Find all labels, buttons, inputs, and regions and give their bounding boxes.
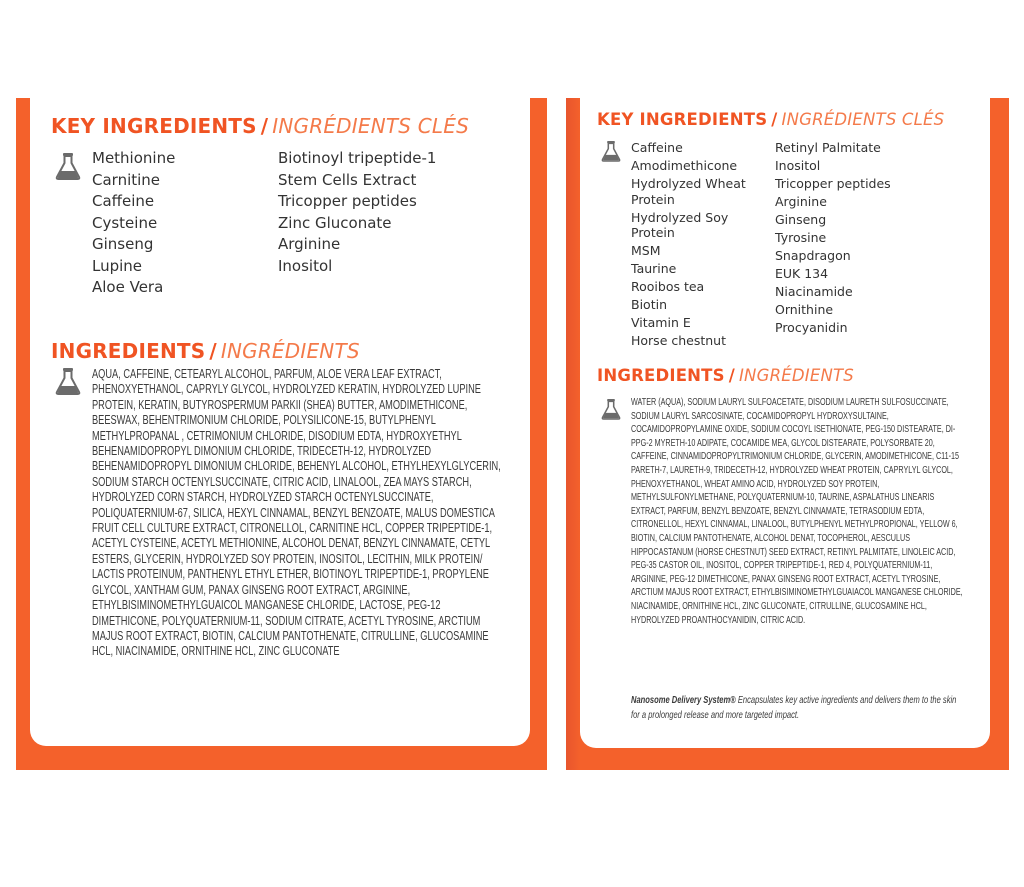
key-ingredient: Methionine bbox=[92, 149, 176, 167]
key-ingredient: Lupine bbox=[92, 256, 143, 275]
heading-slash: / bbox=[260, 114, 269, 138]
key-ingredient: Taurine bbox=[631, 261, 677, 276]
heading-slash: / bbox=[728, 366, 735, 385]
key-ingredient: Stem Cells Extract bbox=[278, 170, 417, 189]
key-ingredient: Arginine bbox=[775, 194, 827, 209]
key-ingredient: Zinc Gluconate bbox=[278, 213, 392, 232]
key-ingredient: Inositol bbox=[278, 256, 333, 275]
ingredients-heading bbox=[51, 339, 360, 363]
key-ingredients-heading bbox=[51, 114, 469, 138]
key-ingredient: Hydrolyzed Soy Protein bbox=[631, 209, 729, 240]
key-ingredient: Horse chestnut bbox=[631, 333, 727, 348]
heading-slash: / bbox=[209, 339, 217, 363]
key-ingredient: Ornithine bbox=[775, 302, 834, 317]
key-ingredient: EUK 134 bbox=[775, 266, 829, 281]
key-ingredients-column-2 bbox=[278, 148, 436, 277]
key-ingredient: Caffeine bbox=[631, 140, 683, 155]
label-right bbox=[566, 98, 1009, 770]
heading-english: INGREDIENTS bbox=[51, 339, 206, 363]
key-ingredient: Tricopper peptides bbox=[278, 192, 417, 210]
key-ingredient: MSM bbox=[631, 243, 661, 258]
key-ingredient: Hydrolyzed Wheat Protein bbox=[631, 176, 746, 207]
heading-english: KEY INGREDIENTS bbox=[51, 114, 257, 138]
key-ingredient: Arginine bbox=[278, 235, 341, 253]
heading-french: INGRÉDIENTS bbox=[220, 339, 360, 363]
heading-slash: / bbox=[771, 110, 778, 129]
key-ingredients-heading bbox=[597, 110, 944, 129]
key-ingredient: Ginseng bbox=[92, 235, 154, 253]
key-ingredient: Amodimethicone bbox=[631, 158, 738, 173]
key-ingredients-column-1 bbox=[631, 140, 757, 351]
ingredients-list: WATER (AQUA), SODIUM LAURYL SULFOACETATE, DISODIUM LAURETH SULFOSUCCINATE, SODIUM LAURYL SARCOSINATE, COCAMIDOPROPYL HYDROXYSULTAINE, COCAMIDOPROPYLAMINE OXIDE, SODIUM COCOYL ISETHIONATE, PEG-150 DISTEARATE, DI-PPG-2 MYRETH-10 ADIPATE, COCAMIDE MEA, GLYCOL DISTEARATE, POLYSORBATE 20, CAFFEINE, CINNAMIDOPROPYLTRIMONIUM CHLORIDE, GLYCERIN, AMODIMETHICONE, C11-15 PARETH-7, LAURETH-9, TRIDECETH-12, HYDROLYZED WHEAT PROTEIN, CAPRYLYL GLYCOL, PHENOXYETHANOL, WHEAT AMINO ACID, HYDROLYZED SOY PROTEIN, METHYLSULFONYLMETHANE, POLYQUATERNIUM-10, TAURINE, ASPALATHUS LINEARIS EXTRACT, PARFUM, BENZYL BENZOATE, BENZYL CINNAMATE, TETRASODIUM EDTA, CITRONELLOL, HEXYL CINNAMAL, LINALOOL, BUTYLPHENYL METHYLPROPIONAL, YELLOW 6, BIOTIN, CALCIUM PANTOTHENATE, ALCOHOL DENAT, TOCOPHEROL, AESCULUS HIPPOCASTANUM (HORSE CHESTNUT) SEED EXTRACT, RETINYL PALMITATE, LINOLEIC ACID, PEG-35 CASTOR OIL, INOSITOL, COPPER TRIPEPTIDE-1, RED 4, POLYQUATERNIUM-11, ARGININE, PEG-12 DIMETHICONE, PANAX GINSENG ROOT EXTRACT, ACETYL TYROSINE, ARCTIUM MAJUS ROOT EXTRACT, ETHYLBISIMINOMETHYLGUAIACOL MANGANESE CHLORIDE, NIACINAMIDE, ORNITHINE HCL, ZINC GLUCONATE, CITRULLINE, GLUCOSAMINE HCL, HYDROLYZED PROANTHOCYANIDIN, CITRIC ACID. bbox=[631, 397, 963, 626]
key-ingredient: Tricopper peptides bbox=[775, 176, 891, 191]
heading-french: INGRÉDIENTS bbox=[738, 366, 854, 385]
key-ingredient: Snapdragon bbox=[775, 248, 851, 263]
key-ingredient: Carnitine bbox=[92, 170, 161, 189]
heading-french: INGRÉDIENTS CLÉS bbox=[272, 114, 469, 138]
label-right-panel bbox=[580, 98, 990, 748]
ingredients-list: AQUA, CAFFEINE, CETEARYL ALCOHOL, PARFUM, ALOE VERA LEAF EXTRACT, PHENOXYETHANOL, CAPRYLY GLYCOL, HYDROLYZED KERATIN, HYDROLYZED LUPINE PROTEIN, KERATIN, BUTYROSPERMUM PARKII (SHEA) BUTTER, AMODIMETHICONE, BEESWAX, BEHENTRIMONIUM CHLORIDE, POLYSILICONE-15, BUTYLPHENYL METHYLPROPANAL , CETRIMONIUM CHLORIDE, DISODIUM EDTA, HYDROXYETHYL BEHENAMIDOPROPYL DIMONIUM CHLORIDE, TRIDECETH-12, HYDROLYZED BEHENAMIDOPROPYL DIMONIUM CHLORIDE, BEHENYL ALCOHOL, ETHYLHEXYLGLYCERIN, SODIUM STARCH OCTENYLSUCCINATE, CITRIC ACID, LINALOOL, ZEA MAYS STARCH, HYDROLYZED CORN STARCH, HYDROLYZED STARCH OCTENYLSUCCINATE, POLIQUATERNIUM-67, SILICA, HEXYL CINNAMAL, BENZYL BENZOATE, MALUS DOMESTICA FRUIT CELL CULTURE EXTRACT, CITRONELLOL, CARNITINE HCL, COPPER TRIPEPTIDE-1, ACETYL CYSTEINE, ACETYL METHIONINE, ALCOHOL DENAT, BENZYL CINNAMATE, CETYL ESTERS, GLYCERIN, HYDROLYZED SOY PROTEIN, INOSITOL, LECITHIN, MILK PROTEIN/ LACTIS PROTEINUM, PANTHENYL ETHYL ETHER, BIOTINOYL TRIPEPTIDE-1, PROPYLENE GLYCOL, XANTHAM GUM, PANAX GINSENG ROOT EXTRACT, ARGININE, ETHYLBISIMINOMETHYLGUAICOL MANGANESE CHLORIDE, LACTOSE, PEG-12 DIMETHICONE, POLYQUATERNIUM-11, SODIUM CITRATE, ACETYL TYROSINE, ARCTIUM MAJUS ROOT EXTRACT, BIOTIN, CALCIUM PANTOTHENATE, CITRULLINE, GLUCOSAMINE HCL, NIACINAMIDE, ORNITHINE HCL, ZINC GLUCONATE bbox=[92, 367, 501, 659]
flask-icon bbox=[601, 398, 621, 420]
heading-english: INGREDIENTS bbox=[597, 366, 725, 385]
nanosome-note bbox=[631, 693, 962, 723]
heading-english: KEY INGREDIENTS bbox=[597, 110, 768, 129]
ingredients-heading bbox=[597, 366, 854, 385]
flask-icon bbox=[55, 367, 81, 395]
key-ingredient: Biotin bbox=[631, 297, 667, 312]
key-ingredients-column-1 bbox=[92, 148, 175, 299]
key-ingredient: Niacinamide bbox=[775, 284, 853, 299]
key-ingredient: Aloe Vera bbox=[92, 278, 164, 296]
key-ingredient: Inositol bbox=[775, 158, 821, 173]
nanosome-body: Encapsulates key active ingredients and delivers them to the skin for a prolonged release and more targeted impact. bbox=[631, 694, 957, 721]
nanosome-title: Nanosome Delivery System® bbox=[631, 694, 736, 706]
key-ingredient: Biotinoyl tripeptide-1 bbox=[278, 149, 437, 167]
heading-french: INGRÉDIENTS CLÉS bbox=[781, 110, 945, 129]
label-left-panel bbox=[30, 98, 530, 746]
key-ingredient: Ginseng bbox=[775, 212, 827, 227]
key-ingredient: Vitamin E bbox=[631, 315, 691, 330]
key-ingredient: Tyrosine bbox=[775, 230, 827, 245]
key-ingredient: Caffeine bbox=[92, 192, 155, 210]
flask-icon bbox=[601, 140, 621, 162]
key-ingredient: Rooibos tea bbox=[631, 279, 705, 294]
key-ingredient: Cysteine bbox=[92, 213, 158, 232]
key-ingredients-column-2 bbox=[775, 140, 975, 338]
key-ingredient: Procyanidin bbox=[775, 320, 848, 335]
label-left bbox=[16, 98, 547, 770]
flask-icon bbox=[55, 152, 81, 180]
key-ingredient: Retinyl Palmitate bbox=[775, 140, 881, 155]
